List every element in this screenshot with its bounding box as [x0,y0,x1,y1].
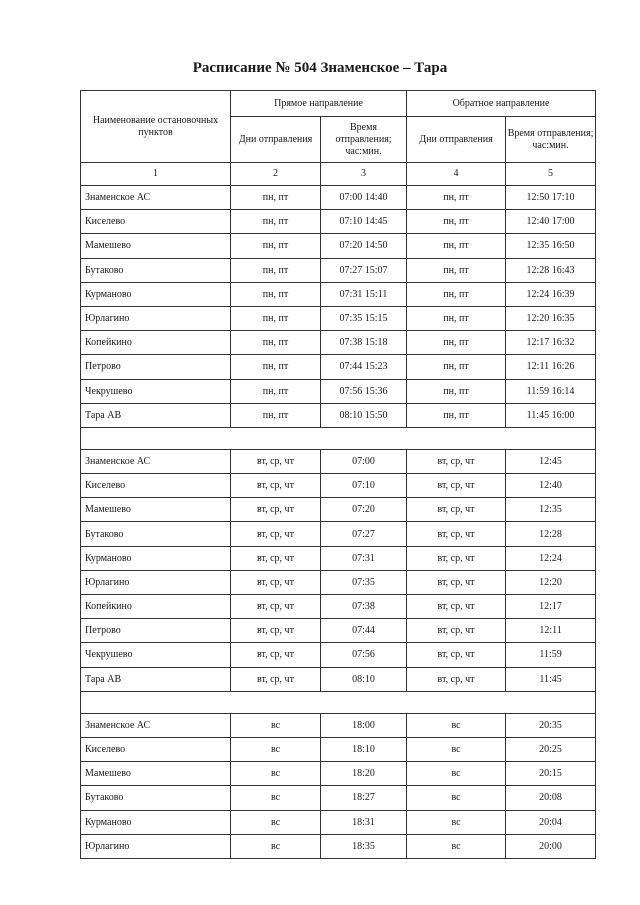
reverse-time-cell: 12:20 16:35 [506,306,596,330]
table-row [81,258,596,282]
reverse-days-cell: вт, ср, чт [407,498,506,522]
reverse-direction-header: Обратное направление [407,91,596,117]
block-separator-row [81,691,596,713]
reverse-days-cell: вт, ср, чт [407,474,506,498]
direct-time-cell: 07:56 [321,643,407,667]
column-number: 2 [231,163,321,186]
table-row [81,834,596,858]
reverse-time-cell: 12:11 16:26 [506,355,596,379]
reverse-days-cell: вс [407,810,506,834]
table-row [81,234,596,258]
reverse-time-cell: 20:15 [506,762,596,786]
table-row [81,186,596,210]
direct-days-header: Дни отправления [231,117,321,163]
direct-time-cell: 07:00 [321,449,407,473]
direct-time-cell: 07:35 15:15 [321,306,407,330]
reverse-days-cell: вт, ср, чт [407,546,506,570]
reverse-time-cell: 12:17 [506,595,596,619]
column-number: 5 [506,163,596,186]
reverse-days-cell: вс [407,737,506,761]
stop-name-cell: Мамешево [81,234,231,258]
direct-time-cell: 07:27 [321,522,407,546]
direct-days-cell: вт, ср, чт [231,595,321,619]
table-row [81,522,596,546]
reverse-days-cell: вс [407,786,506,810]
direct-time-cell: 18:00 [321,713,407,737]
stop-name-cell: Бутаково [81,786,231,810]
direct-time-cell: 07:35 [321,570,407,594]
reverse-time-cell: 20:35 [506,713,596,737]
table-row [81,810,596,834]
direct-days-cell: пн, пт [231,355,321,379]
direct-time-cell: 18:35 [321,834,407,858]
reverse-time-cell: 20:04 [506,810,596,834]
direct-days-cell: пн, пт [231,403,321,427]
stop-name-cell: Петрово [81,619,231,643]
direct-days-cell: вс [231,713,321,737]
table-row [81,546,596,570]
reverse-time-cell: 11:59 [506,643,596,667]
stop-name-cell: Чекрушево [81,643,231,667]
direct-time-cell: 18:10 [321,737,407,761]
reverse-time-cell: 12:40 [506,474,596,498]
reverse-days-header: Дни отправления [407,117,506,163]
reverse-time-cell: 12:17 16:32 [506,331,596,355]
table-row [81,379,596,403]
reverse-time-cell: 12:35 16:50 [506,234,596,258]
direct-days-cell: пн, пт [231,186,321,210]
direct-time-cell: 07:38 15:18 [321,331,407,355]
reverse-time-cell: 12:50 17:10 [506,186,596,210]
direct-time-cell: 07:31 [321,546,407,570]
column-number: 3 [321,163,407,186]
stop-name-cell: Знаменское АС [81,713,231,737]
reverse-days-cell: вт, ср, чт [407,619,506,643]
table-row [81,643,596,667]
reverse-days-cell: вт, ср, чт [407,595,506,619]
reverse-days-cell: пн, пт [407,403,506,427]
stop-name-cell: Курманово [81,546,231,570]
reverse-days-cell: вт, ср, чт [407,667,506,691]
stop-name-cell: Юрлагино [81,834,231,858]
table-row [81,570,596,594]
reverse-days-cell: вт, ср, чт [407,522,506,546]
reverse-days-cell: пн, пт [407,234,506,258]
stop-name-cell: Киселево [81,737,231,761]
table-row [81,282,596,306]
table-row [81,474,596,498]
direct-time-cell: 07:10 [321,474,407,498]
reverse-time-cell: 11:45 [506,667,596,691]
stop-name-cell: Юрлагино [81,570,231,594]
direct-days-cell: вт, ср, чт [231,522,321,546]
stop-name-cell: Бутаково [81,522,231,546]
stop-name-cell: Копейкино [81,595,231,619]
reverse-time-cell: 11:45 16:00 [506,403,596,427]
table-row [81,762,596,786]
reverse-time-cell: 20:08 [506,786,596,810]
reverse-days-cell: вс [407,713,506,737]
column-number: 1 [81,163,231,186]
stop-name-cell: Мамешево [81,498,231,522]
stop-name-cell: Чекрушево [81,379,231,403]
reverse-days-cell: пн, пт [407,355,506,379]
direct-days-cell: вт, ср, чт [231,643,321,667]
table-row [81,713,596,737]
reverse-time-cell: 20:25 [506,737,596,761]
reverse-days-cell: пн, пт [407,258,506,282]
stop-name-cell: Копейкино [81,331,231,355]
reverse-days-cell: вт, ср, чт [407,449,506,473]
page-title: Расписание № 504 Знаменское – Тара [192,60,448,76]
reverse-time-cell: 12:40 17:00 [506,210,596,234]
direct-days-cell: вт, ср, чт [231,474,321,498]
reverse-time-cell: 12:20 [506,570,596,594]
table-row [81,331,596,355]
direct-days-cell: вс [231,762,321,786]
separator-cell [81,427,596,449]
direct-days-cell: пн, пт [231,258,321,282]
table-row [81,498,596,522]
direct-time-cell: 07:44 [321,619,407,643]
direct-days-cell: вс [231,786,321,810]
reverse-days-cell: вт, ср, чт [407,570,506,594]
stop-name-cell: Петрово [81,355,231,379]
reverse-days-cell: пн, пт [407,210,506,234]
direct-days-cell: вт, ср, чт [231,546,321,570]
direct-time-cell: 08:10 15:50 [321,403,407,427]
table-row [81,306,596,330]
reverse-days-cell: пн, пт [407,379,506,403]
stop-name-cell: Мамешево [81,762,231,786]
table-row [81,619,596,643]
direct-time-cell: 07:27 15:07 [321,258,407,282]
table-row [81,786,596,810]
stop-names-header: Наименование остановочных пунктов [81,91,231,163]
table-row [81,355,596,379]
separator-cell [81,691,596,713]
stop-name-cell: Курманово [81,282,231,306]
reverse-days-cell: пн, пт [407,282,506,306]
direct-days-cell: вт, ср, чт [231,570,321,594]
direct-time-cell: 18:20 [321,762,407,786]
stop-name-cell: Курманово [81,810,231,834]
direct-days-cell: пн, пт [231,210,321,234]
direct-time-header: Время отправления; час:мин. [321,117,407,163]
direct-days-cell: вт, ср, чт [231,498,321,522]
reverse-time-cell: 12:24 [506,546,596,570]
reverse-time-cell: 12:11 [506,619,596,643]
direct-days-cell: вс [231,834,321,858]
stop-name-cell: Юрлагино [81,306,231,330]
table-row [81,667,596,691]
stop-name-cell: Знаменское АС [81,449,231,473]
direct-days-cell: пн, пт [231,331,321,355]
reverse-time-header: Время отправления; час:мин. [506,117,596,163]
direct-time-cell: 18:31 [321,810,407,834]
direct-days-cell: пн, пт [231,306,321,330]
reverse-time-cell: 12:28 [506,522,596,546]
reverse-days-cell: пн, пт [407,186,506,210]
reverse-days-cell: пн, пт [407,306,506,330]
reverse-time-cell: 11:59 16:14 [506,379,596,403]
direct-days-cell: вс [231,737,321,761]
table-row [81,449,596,473]
direct-days-cell: вс [231,810,321,834]
direct-time-cell: 07:31 15:11 [321,282,407,306]
direct-days-cell: пн, пт [231,234,321,258]
direct-days-cell: вт, ср, чт [231,449,321,473]
direct-days-cell: вт, ср, чт [231,619,321,643]
direct-direction-header: Прямое направление [231,91,407,117]
reverse-time-cell: 12:45 [506,449,596,473]
table-row [81,210,596,234]
direct-time-cell: 07:56 15:36 [321,379,407,403]
direct-time-cell: 07:20 14:50 [321,234,407,258]
stop-name-cell: Киселево [81,210,231,234]
reverse-time-cell: 20:00 [506,834,596,858]
direct-days-cell: пн, пт [231,282,321,306]
direct-time-cell: 08:10 [321,667,407,691]
direct-time-cell: 07:38 [321,595,407,619]
table-row [81,737,596,761]
table-row [81,403,596,427]
direct-time-cell: 07:20 [321,498,407,522]
schedule-body [81,186,596,859]
reverse-time-cell: 12:35 [506,498,596,522]
reverse-time-cell: 12:24 16:39 [506,282,596,306]
column-number: 4 [407,163,506,186]
stop-name-cell: Знаменское АС [81,186,231,210]
schedule-table [80,90,596,859]
stop-name-cell: Тара АВ [81,667,231,691]
reverse-time-cell: 12:28 16:43 [506,258,596,282]
stop-name-cell: Киселево [81,474,231,498]
direct-time-cell: 07:10 14:45 [321,210,407,234]
direct-time-cell: 18:27 [321,786,407,810]
reverse-days-cell: вс [407,762,506,786]
direct-time-cell: 07:44 15:23 [321,355,407,379]
reverse-days-cell: пн, пт [407,331,506,355]
block-separator-row [81,427,596,449]
reverse-days-cell: вт, ср, чт [407,643,506,667]
direct-days-cell: вт, ср, чт [231,667,321,691]
stop-name-cell: Бутаково [81,258,231,282]
direct-time-cell: 07:00 14:40 [321,186,407,210]
reverse-days-cell: вс [407,834,506,858]
direct-days-cell: пн, пт [231,379,321,403]
stop-name-cell: Тара АВ [81,403,231,427]
table-row [81,595,596,619]
